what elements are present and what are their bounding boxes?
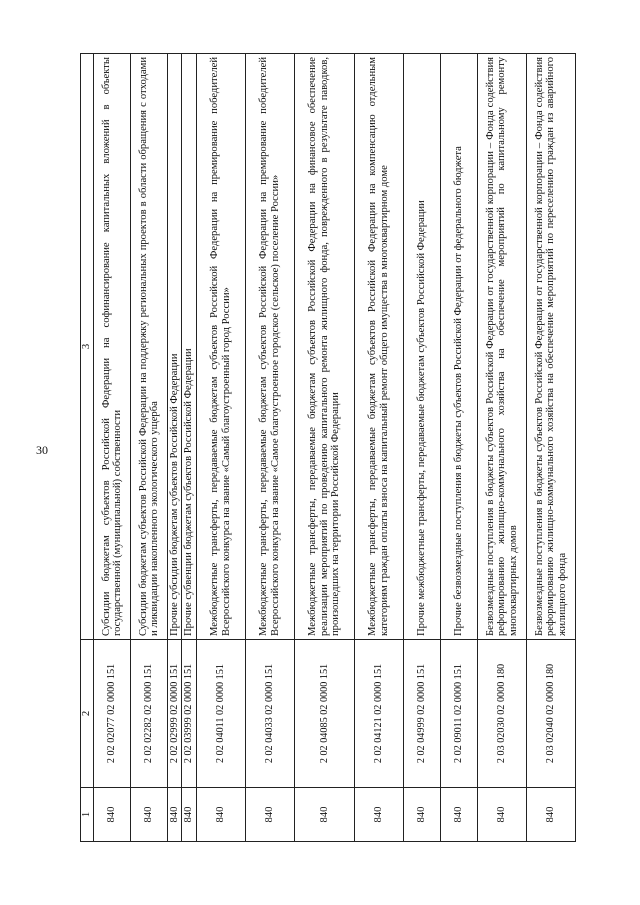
description-cell: Безвозмездные поступления в бюджеты субъектов Российской Федерации от государственной корпорации – Фонда содействия реформированию жилищно-коммунального хозяйства на обеспечение мероприятий по переселению граждан из аварийного жилищного фонда xyxy=(526,54,575,640)
budget-code-cell: 2 02 04085 02 0000 151 xyxy=(294,640,354,788)
budget-code-cell: 2 02 02999 02 0000 151 xyxy=(168,640,182,788)
description-cell: Прочие межбюджетные трансферты, передаваемые бюджетам субъектов Российской Федерации xyxy=(403,54,440,640)
budget-code-cell: 2 02 03999 02 0000 151 xyxy=(182,640,196,788)
description-cell: Межбюджетные трансферты, передаваемые бюджетам субъектов Российской Федерации на компенсацию отдельным категориям граждан оплаты взноса на капитальный ремонт общего имущества в многоквартирном доме xyxy=(354,54,403,640)
admin-code-cell: 840 xyxy=(245,788,294,842)
budget-code-cell: 2 02 04011 02 0000 151 xyxy=(196,640,245,788)
table-row xyxy=(354,54,403,842)
budget-code-table xyxy=(80,53,576,842)
description-cell: Безвозмездные поступления в бюджеты субъектов Российской Федерации от государственной корпорации – Фонда содействия реформированию жилищно-коммунального хозяйства на обеспечение мероприятий по капитальному ремонту многоквартирных домов xyxy=(477,54,526,640)
column-header-2: 2 xyxy=(81,640,94,788)
rotated-table-container xyxy=(80,54,568,842)
admin-code-cell: 840 xyxy=(196,788,245,842)
admin-code-cell: 840 xyxy=(168,788,182,842)
column-header-1: 1 xyxy=(81,788,94,842)
admin-code-cell: 840 xyxy=(440,788,477,842)
description-cell: Прочие безвозмездные поступления в бюджеты субъектов Российской Федерации от федерального бюджета xyxy=(440,54,477,640)
description-cell: Прочие субсидии бюджетам субъектов Российской Федерации xyxy=(168,54,182,640)
budget-code-cell: 2 03 02030 02 0000 180 xyxy=(477,640,526,788)
budget-code-cell: 2 02 02077 02 0000 151 xyxy=(94,640,131,788)
admin-code-cell: 840 xyxy=(131,788,168,842)
table-row xyxy=(131,54,168,842)
table-row xyxy=(294,54,354,842)
admin-code-cell: 840 xyxy=(526,788,575,842)
admin-code-cell: 840 xyxy=(403,788,440,842)
budget-code-cell: 2 02 04121 02 0000 151 xyxy=(354,640,403,788)
budget-code-cell: 2 02 09011 02 0000 151 xyxy=(440,640,477,788)
budget-code-cell: 2 02 04999 02 0000 151 xyxy=(403,640,440,788)
admin-code-cell: 840 xyxy=(294,788,354,842)
table-row xyxy=(182,54,196,842)
table-row xyxy=(245,54,294,842)
table-row xyxy=(440,54,477,842)
admin-code-cell: 840 xyxy=(477,788,526,842)
description-cell: Прочие субвенции бюджетам субъектов Российской Федерации xyxy=(182,54,196,640)
table-row xyxy=(168,54,182,842)
admin-code-cell: 840 xyxy=(94,788,131,842)
page-number: 30 xyxy=(36,443,48,457)
table-row xyxy=(94,54,131,842)
description-cell: Межбюджетные трансферты, передаваемые бюджетам субъектов Российской Федерации на премирование победителей Всероссийского конкурса на звание «Самое благоустроенное городское (сельское) поселение России» xyxy=(245,54,294,640)
description-cell: Межбюджетные трансферты, передаваемые бюджетам субъектов Российской Федерации на премирование победителей Всероссийского конкурса на звание «Самый благоустроенный город России» xyxy=(196,54,245,640)
admin-code-cell: 840 xyxy=(354,788,403,842)
table-row xyxy=(196,54,245,842)
description-cell: Субсидии бюджетам субъектов Российской Федерации на софинансирование капитальных вложений в объекты государственной (муниципальной) собственности xyxy=(94,54,131,640)
header-row xyxy=(81,54,94,842)
budget-code-cell: 2 03 02040 02 0000 180 xyxy=(526,640,575,788)
description-cell: Субсидии бюджетам субъектов Российской Федерации на поддержку региональных проектов в области обращения с отходами и ликвидации накопленного экологического ущерба xyxy=(131,54,168,640)
column-header-3: 3 xyxy=(81,54,94,640)
admin-code-cell: 840 xyxy=(182,788,196,842)
budget-code-cell: 2 02 04033 02 0000 151 xyxy=(245,640,294,788)
description-cell: Межбюджетные трансферты, передаваемые бюджетам субъектов Российской Федерации на финансовое обеспечение реализации мероприятий по проведению капитального ремонта жилищного фонда, поврежденного в результате паводков, произошедших на территории Российской Федерации xyxy=(294,54,354,640)
table-row xyxy=(526,54,575,842)
budget-code-cell: 2 02 02282 02 0000 151 xyxy=(131,640,168,788)
table-row xyxy=(477,54,526,842)
table-row xyxy=(403,54,440,842)
